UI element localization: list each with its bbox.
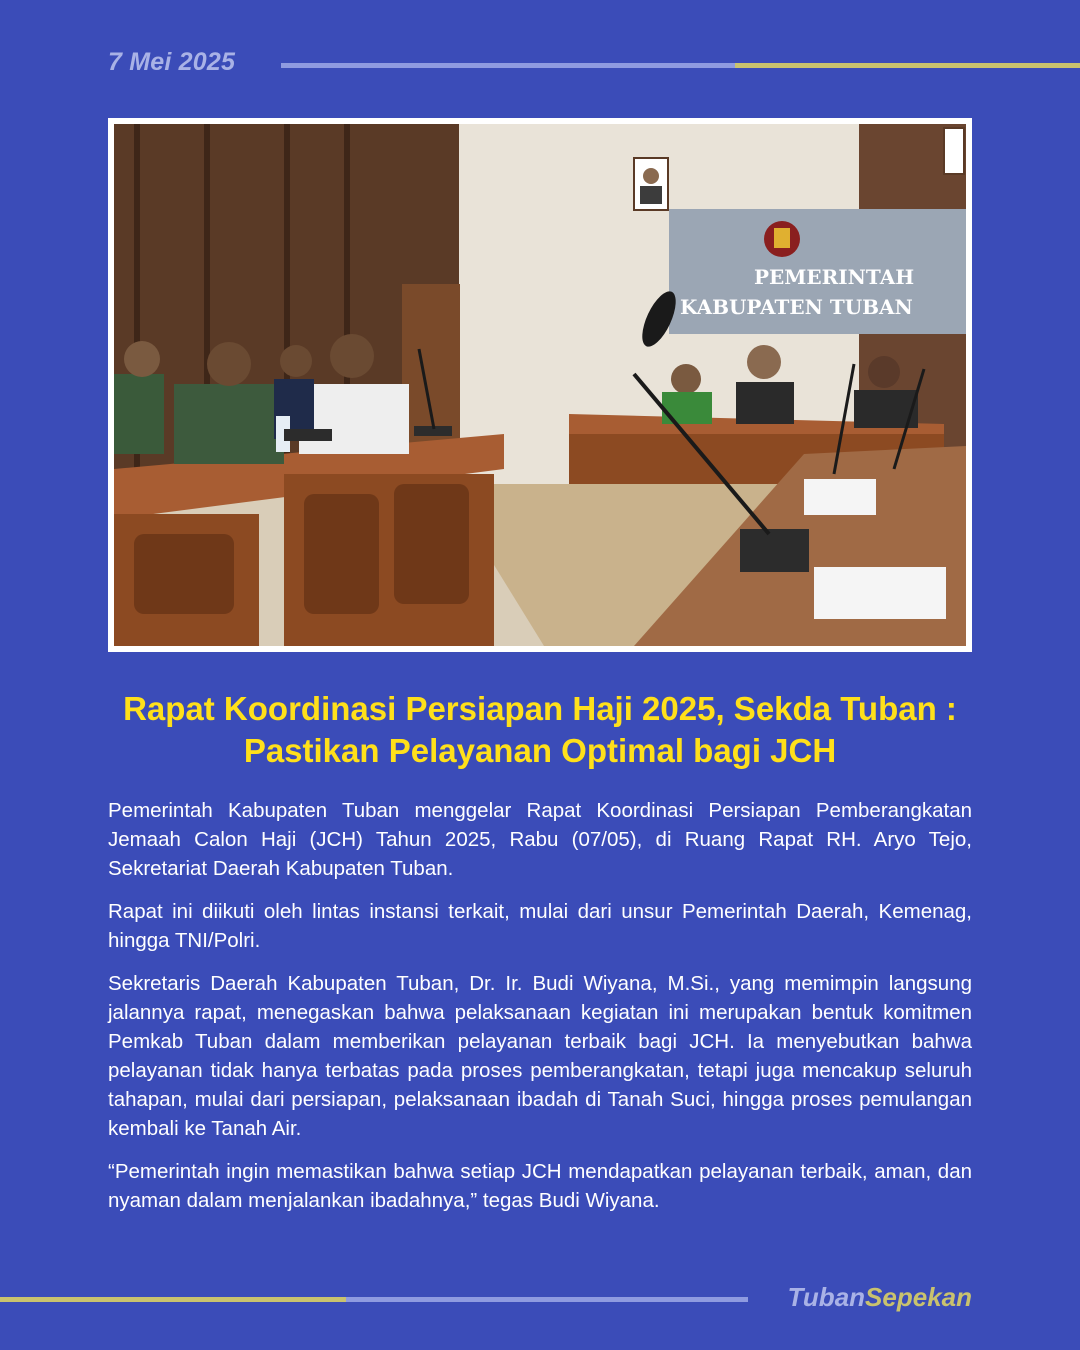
paragraph-3: Sekretaris Daerah Kabupaten Tuban, Dr. Ir. Budi Wiyana, M.Si., yang memimpin langsung jalannya rapat, menegaskan bahwa pelaksanaan kegiatan ini merupakan bentuk komitmen Pemkab Tuban dalam memberikan pelayanan terbaik bagi JCH. Ia menyebutkan bahwa pelayanan tidak hanya terbatas pada proses pemberangkatan, tetapi juga mencakup seluruh tahapan, mulai dari persiapan, pelaksanaan ibadah di Tanah Suci, hingga proses pemulangan kembali ke Tanah Air. xyxy=(108,972,972,1140)
bottom-divider xyxy=(0,1297,748,1302)
top-divider xyxy=(281,63,1080,68)
article-title: Rapat Koordinasi Persiapan Haji 2025, Sekda Tuban : Pastikan Pelayanan Optimal bagi JCH xyxy=(123,690,957,769)
meeting-photo-frame xyxy=(108,118,972,652)
article-body xyxy=(108,796,972,1229)
brand-logo xyxy=(788,1282,972,1313)
paragraph-1: Pemerintah Kabupaten Tuban menggelar Rapat Koordinasi Persiapan Pemberangkatan Jemaah Calon Haji (JCH) Tahun 2025, Rabu (07/05), di Ruang Rapat RH. Aryo Tejo, Sekretariat Daerah Kabupaten Tuban. xyxy=(108,799,972,880)
post-date: 7 Mei 2025 xyxy=(108,48,236,76)
paragraph-2: Rapat ini diikuti oleh lintas instansi terkait, mulai dari unsur Pemerintah Daerah, Kemenag, hingga TNI/Polri. xyxy=(108,900,972,952)
sign-line-2: KABUPATEN TUBAN xyxy=(680,295,913,319)
paragraph-4: “Pemerintah ingin memastikan bahwa setiap JCH mendapatkan pelayanan terbaik, aman, dan nyaman dalam menjalankan ibadahnya,” tegas Budi Wiyana. xyxy=(108,1160,972,1212)
meeting-photo xyxy=(114,124,966,646)
brand-part-2: Sepekan xyxy=(865,1282,972,1312)
sign-line-1: PEMERINTAH xyxy=(754,265,915,289)
brand-part-1: Tuban xyxy=(787,1282,866,1312)
